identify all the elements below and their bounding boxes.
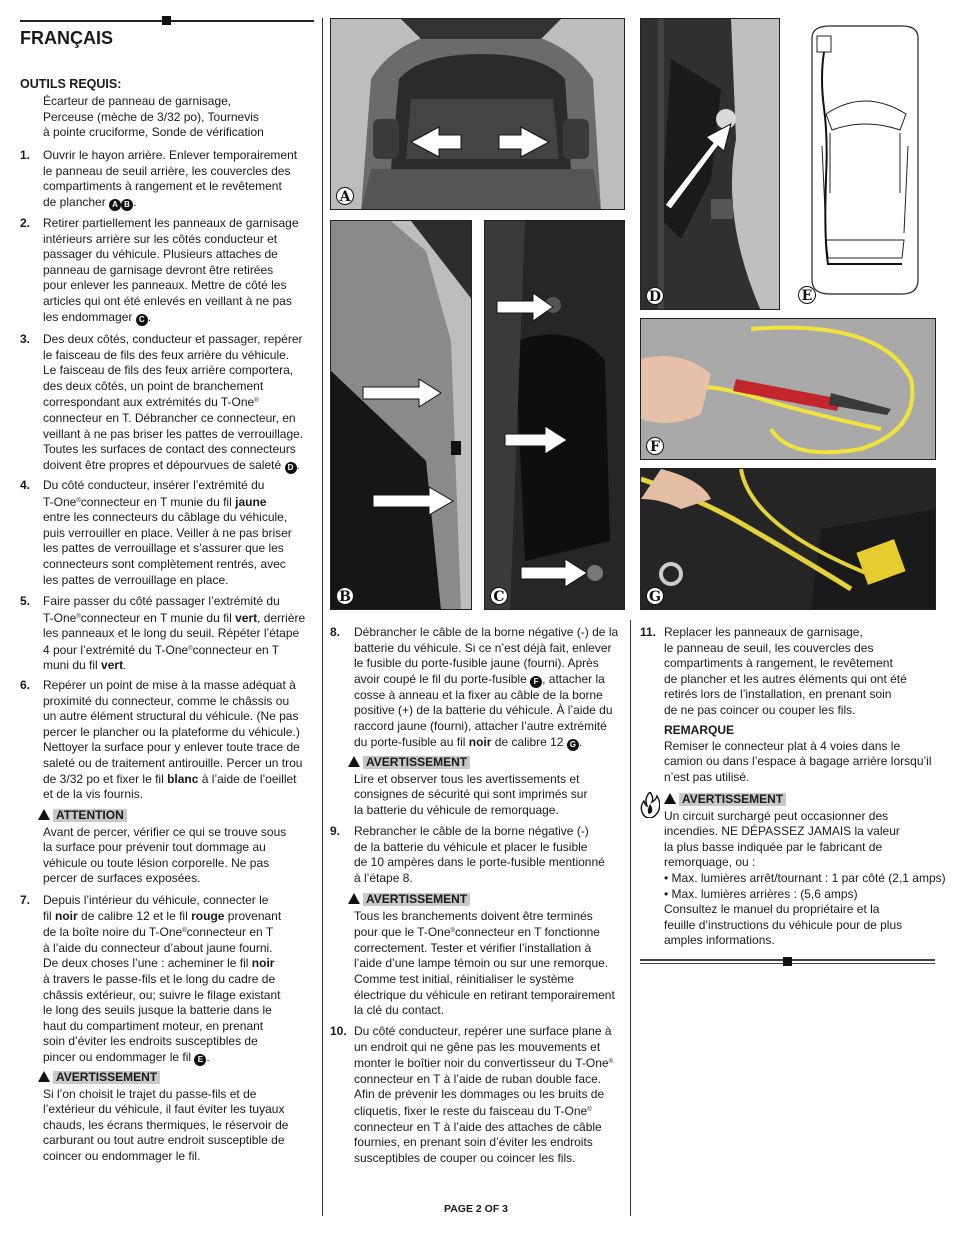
warning-triangle-icon (664, 793, 676, 804)
figure-e-label: E (798, 286, 816, 304)
step-line: connecteur en T. Débrancher ce connecteur, en (43, 410, 296, 425)
step-text: , derrière (257, 610, 306, 625)
step-text: provenant (227, 908, 282, 923)
step-text: à l’aide de l’oeillet (201, 771, 297, 786)
step-line: doivent être propres et dépourvues de saleté (43, 457, 282, 472)
step-text: , attacher la (542, 671, 605, 686)
step-7: 7. Depuis l’intérieur du véhicule, connecter le fil noir de calibre 12 et le fil rouge provenant de la boîte noire du T-One®connecteur en T à l’aide du connecteur d’about jaune fourni. De deux choses l’une : acheminer le fil noir à travers le passe-fils et le long du cadre de châssis extérieur, ou; suivre le filage existant le long des seuils jusque la batterie dans le haut du compartiment moteur, en prenant soin d’éviter les endroits susceptibles de pincer ou endommager le fil E . (20, 893, 320, 1066)
step-number: 7. (20, 893, 31, 907)
warning-notice-2 (348, 755, 628, 818)
step-text: de 3/32 po et fixer le fil (43, 771, 164, 786)
wire-color: rouge (191, 908, 225, 923)
step-line: fournies, en prenant soin d’éviter les endroits (354, 1135, 593, 1150)
step-line: Afin de prévenir les dommages ou les bruits de (354, 1087, 605, 1102)
page-number: PAGE 2 OF 3 (444, 1203, 508, 1215)
step-line: de 10 ampères dans le porte-fusible mentionné (354, 855, 605, 870)
step-line: le panneau de seuil, les couvercles des (664, 640, 874, 655)
notice-line: la surface pour prévenir tout dommage au (43, 840, 266, 855)
step-line: le long des seuils jusque la batterie dans le (43, 1003, 272, 1018)
attention-label: ATTENTION (53, 809, 127, 822)
step-text: avoir coupé le fil du porte-fusible (354, 671, 527, 686)
step-line: Du côté conducteur, insérer l’extrémité du (43, 478, 265, 492)
step-text: connecteur en T munie du fil (80, 494, 232, 509)
notice-line: consignes de sécurité qui sont imprimés sur (354, 787, 588, 802)
figure-f-photo (640, 318, 936, 460)
step-line: de ne pas coincer ou couper les fils. (664, 702, 856, 717)
notice-text: connecteur en T fonctionne (454, 925, 600, 940)
step-line: Nettoyer la surface pour y enlever toute trace de (43, 740, 300, 755)
step-line: Toutes les surfaces de contact des connecteurs (43, 442, 296, 457)
step-line: le panneau de seuil arrière, les couvercles des (43, 163, 291, 178)
figure-d-label: D (646, 287, 664, 305)
step-line: Faire passer du côté passager l’extrémité du (43, 594, 280, 608)
note-line: n’est pas utilisé. (664, 769, 750, 784)
step-line: connecteur en T à l’aide de ruban double face. (354, 1071, 602, 1086)
tools-line: Perceuse (mèche de 3/32 po), Tournevis (43, 109, 259, 124)
step-line: soin d’éviter les endroits susceptibles de (43, 1034, 258, 1049)
remarque-heading: REMARQUE (664, 723, 735, 737)
note-line: Remiser le connecteur plat à 4 voies dans le (664, 738, 901, 753)
notice-line: Tous les branchements doivent être terminés (354, 908, 593, 923)
notice-line: la batterie du véhicule de remorquage. (354, 802, 559, 817)
step-line: veillant à ne pas briser les pattes de verrouillage. (43, 426, 304, 441)
tools-list (43, 94, 264, 141)
registered-mark: ® (254, 398, 259, 405)
step-2: 2. Retirer partiellement les panneaux de garnisage intérieurs arrière sur les côtés conducteur et passager du véhicule. Plusieurs attaches de panneau de garnisage devront être retirées pour enlever les panneaux. Mettre de côté les articles qui ont été enlevés en veillant à ne pas les endommager C . (20, 216, 320, 326)
figure-d-photo (640, 18, 780, 310)
step-text: connecteur en T (192, 642, 280, 657)
step-line: Rebrancher le câble de la borne négative (-) (354, 824, 589, 838)
figure-c-label: C (490, 587, 508, 605)
warning-notice-4 (640, 792, 946, 949)
step-line: les panneaux et le long du seuil. Répéter l’étape (43, 626, 300, 641)
step-3: 3. Des deux côtés, conducteur et passager, repérer le faisceau de fils des feux arrière du véhicule. Le faisceau de fils des feux arrière comportera, des deux côtés, un point de branchement correspondant aux extrémités du T-One® connecteur en T. Débrancher ce connecteur, en veillant à ne pas briser les pattes de verrouillage. Toutes les surfaces de contact des connecteurs doivent être propres et dépourvues de saleté D . (20, 332, 320, 474)
step-text: . (123, 658, 127, 673)
wire-color: noir (251, 956, 275, 971)
figure-g-photo (640, 468, 936, 610)
step-line: les pattes de verrouillage en place. (43, 572, 229, 587)
step-line: le fusible du porte-fusible jaune (fourni). Après (354, 656, 599, 671)
notice-line: véhicule ou toute lésion corporelle. Ne pas (43, 855, 270, 870)
step-text: 4 pour l’extrémité du T-One (43, 642, 189, 657)
step-line: susceptibles de couper ou coincer les fils. (354, 1150, 576, 1165)
step-number: 10. (330, 1024, 347, 1038)
notice-line: la plus basse indiquée par le fabricant de (664, 839, 883, 854)
step-line: puis verrouiller en place. Veiller à ne pas briser (43, 525, 292, 540)
figure-b-label: B (336, 587, 354, 605)
step-9 (330, 824, 625, 886)
step-line: et de la vis fournis. (43, 787, 144, 802)
step-line: Depuis l’intérieur du véhicule, connecter le (43, 893, 269, 907)
step-text: monter le boîtier noir du convertisseur du T-One (354, 1056, 609, 1071)
notice-line: Comme test initial, réinitialiser le système (354, 971, 575, 986)
warning-triangle-icon (348, 893, 360, 904)
step-number: 1. (20, 148, 31, 162)
step-number: 5. (20, 594, 31, 608)
registered-mark: ® (587, 1106, 592, 1113)
step-line: saleté ou de traitement antirouille. Percer un trou (43, 755, 303, 770)
figure-g-label: G (646, 587, 664, 605)
notice-line: • Max. lumières arrières : (5,6 amps) (664, 886, 858, 901)
step-line: haut du compartiment moteur, en prenant (43, 1018, 264, 1033)
figure-ref-badge: G (567, 739, 579, 751)
step-line: à l’aide du connecteur d’about jaune fourni. (43, 940, 273, 955)
notice-line: chauds, les écrans thermiques, le réservoir de (43, 1117, 289, 1132)
wire-color: jaune (235, 494, 267, 509)
column-divider-right (630, 620, 631, 1216)
step-text: fil (43, 908, 52, 923)
warning-label: AVERTISSEMENT (53, 1071, 160, 1084)
step-text: de calibre 12 et le fil (81, 908, 188, 923)
figure-ref-badge: F (530, 676, 542, 688)
step-line: compartiments à rangement et le revêtement (43, 179, 282, 194)
step-number: 4. (20, 478, 31, 492)
notice-line: l’extérieur du véhicule, il faut éviter les tuyaux (43, 1102, 285, 1117)
tools-heading: OUTILS REQUIS: (20, 77, 122, 91)
step-text: muni du fil (43, 658, 98, 673)
wire-color: vert (235, 610, 258, 625)
step-line: un endroit qui ne gêne pas les mouvements et (354, 1039, 601, 1054)
notice-line: Avant de percer, vérifier ce qui se trouve sous (43, 824, 287, 839)
wire-color: blanc (167, 771, 199, 786)
notice-line: Si l’on choisit le trajet du passe-fils et de (43, 1086, 257, 1101)
notice-line: Consultez le manuel du propriétaire et la (664, 902, 880, 917)
registered-mark: ® (188, 645, 193, 652)
step-text: connecteur en T (186, 925, 274, 940)
passenger-side-trim-illustration (485, 221, 625, 610)
notice-line: électrique du véhicule en retirant temporairement (354, 987, 615, 1002)
step-line: à travers le passe-fils et le long du cadre de (43, 971, 276, 986)
step-8: 8. Débrancher le câble de la borne négative (-) de la batterie du véhicule. Si ce n’est déjà fait, enlever le fusible du porte-fusible jaune (fourni). Après avoir coupé le fil du porte-fusible F , attacher la cosse à anneau et la fixer au câble de la borne positive (+) de la batterie du véhicule. À l’aide du raccord jaune (fourni), attacher l’autre extrémité du porte-fusible au fil noir de calibre 12 G . (330, 625, 625, 751)
step-line: pour enlever les panneaux. Mettre de côté les (43, 278, 287, 293)
step-line: Débrancher le câble de la borne négative (-) de la (354, 625, 619, 639)
step-line: Le faisceau de fils des feux arrière comportera, (43, 363, 294, 378)
end-rule-marker (783, 957, 792, 966)
step-line: Replacer les panneaux de garnisage, (664, 625, 863, 639)
step-5 (20, 594, 320, 674)
step-line: de plancher et les autres éléments qui ont été (664, 671, 907, 686)
step-line: Ouvrir le hayon arrière. Enlever temporairement (43, 148, 298, 162)
figure-ref-badge: C (136, 314, 148, 326)
step-line: cosse à anneau et la fixer au câble de la borne (354, 687, 603, 702)
notice-line: correctement. Tester et vérifier l’installation à (354, 940, 592, 955)
attention-notice (38, 808, 318, 887)
warning-triangle-icon (38, 809, 50, 820)
step-line: de la batterie du véhicule et placer le fusible (354, 839, 588, 854)
remarque-note (664, 723, 949, 785)
step-line: Du côté conducteur, repérer une surface plane à (354, 1024, 612, 1038)
registered-mark: ® (76, 613, 81, 620)
warning-triangle-icon (38, 1071, 50, 1082)
vehicle-wiring-route-diagram (790, 18, 940, 310)
step-line: intérieurs arrière sur les côtés conducteur et (43, 231, 278, 246)
registered-mark: ® (76, 497, 81, 504)
step-line: Retirer partiellement les panneaux de garnisage (43, 216, 299, 230)
step-text: de calibre 12 (494, 734, 564, 749)
registered-mark: ® (450, 928, 455, 935)
warning-label: AVERTISSEMENT (363, 893, 470, 906)
tools-line: Écarteur de panneau de garnisage, (43, 94, 232, 108)
step-number: 8. (330, 625, 341, 639)
step-line: châssis extérieur, ou; suivre le filage existant (43, 987, 281, 1002)
figure-c-photo (484, 220, 625, 610)
step-line: le faisceau de fils des feux arrière du véhicule. (43, 347, 290, 362)
warning-triangle-icon (348, 756, 360, 767)
step-line: Repérer un point de mise à la masse adéquat à (43, 678, 296, 692)
warning-label: AVERTISSEMENT (679, 793, 786, 806)
step-number: 6. (20, 678, 31, 692)
notice-line: incendies. NE DÉPASSEZ JAMAIS la valeur (664, 824, 900, 839)
step-line: connecteur en T à l’aide des attaches de câble (354, 1119, 602, 1134)
step-text: pincer ou endommager le fil (43, 1049, 192, 1064)
step-number: 2. (20, 216, 31, 230)
notice-line: l’aide d’une lampe témoin ou sur une remorque. (354, 956, 609, 971)
step-line: passager du véhicule. Plusieurs attaches de (43, 247, 278, 262)
step-line: Des deux côtés, conducteur et passager, repérer (43, 332, 303, 346)
step-line: panneau de garnisage devront être retirées (43, 262, 274, 277)
step-text: De deux choses l’une : acheminer le fil (43, 956, 249, 971)
figure-a-label: A (336, 187, 354, 205)
notice-line: Lire et observer tous les avertissements et (354, 771, 580, 786)
notice-line: amples informations. (664, 933, 775, 948)
step-text: T-One (43, 494, 77, 509)
step-line: proximité du connecteur, comme le châssis ou (43, 693, 290, 708)
notice-line: coincer ou endommager le fil. (43, 1148, 201, 1163)
top-rule-marker (162, 16, 171, 25)
ring-terminal-illustration (641, 469, 936, 610)
registered-mark: ® (182, 928, 187, 935)
step-line: compartiments à rangement, le revêtement (664, 656, 893, 671)
figure-f-label: F (646, 437, 664, 455)
step-line: des deux côtés, un point de branchement (43, 378, 264, 393)
step-text: cliquetis, fixer le reste du faisceau du T-One (354, 1103, 588, 1118)
rear-hatch-illustration (331, 19, 625, 210)
figure-e-diagram (790, 18, 940, 310)
figure-ref-badge: D (285, 462, 297, 474)
step-number: 9. (330, 824, 341, 838)
notice-line: la clé du contact. (354, 1003, 445, 1018)
step-11 (640, 625, 940, 719)
notice-line: • Max. lumières arrêt/tournant : 1 par côté (2,1 amps) (664, 870, 946, 885)
figure-ref-badge: B (121, 199, 133, 211)
step-10 (330, 1024, 625, 1166)
step-line: de plancher (43, 194, 106, 209)
step-1: 1. Ouvrir le hayon arrière. Enlever temporairement le panneau de seuil arrière, les couvercles des compartiments à rangement et le revêtement de plancher A B . (20, 148, 320, 211)
step-line: les endommager (43, 309, 133, 324)
step-line: articles qui ont été enlevés en veillant à ne pas (43, 293, 292, 308)
step-line: correspondant aux extrémités du T-One (43, 395, 255, 410)
step-number: 3. (20, 332, 31, 346)
notice-line: Un circuit surchargé peut occasionner des (664, 808, 889, 823)
notice-line: percer de surfaces exposées. (43, 871, 201, 886)
tools-line: à pointe cruciforme, Sonde de vérification (43, 125, 264, 140)
warning-notice-1 (38, 1070, 318, 1165)
cutting-fuse-wire-illustration (641, 319, 936, 460)
notice-line: feuille d’instructions du véhicule pour de plus (664, 917, 903, 932)
step-text: du porte-fusible au fil (354, 734, 466, 749)
step-line: à l’étape 8. (354, 870, 413, 885)
figure-a-photo (330, 18, 625, 210)
driver-side-trim-illustration (331, 221, 472, 610)
step-line: connecteurs sont complètement rentrés, avec (43, 556, 286, 571)
figure-b-photo (330, 220, 472, 610)
step-text: T-One (43, 610, 77, 625)
notice-line: remorquage, ou : (664, 855, 756, 870)
step-line: positive (+) de la batterie du véhicule. À l’aide du (354, 703, 613, 718)
warning-label: AVERTISSEMENT (363, 756, 470, 769)
step-line: entre les connecteurs du câblage du véhicule, (43, 510, 288, 525)
figure-ref-badge: A (109, 199, 121, 211)
step-line: retirés lors de l’installation, en prenant soin (664, 687, 892, 702)
taillight-connector-illustration (641, 19, 780, 310)
step-line: les pattes de verrouillage et s’assurer que les (43, 541, 284, 556)
notice-text: pour que le T-One (354, 925, 451, 940)
step-line: raccord jaune (fourni), attacher l’autre extrémité (354, 718, 607, 733)
language-heading: FRANÇAIS (20, 28, 113, 48)
wire-color: noir (468, 734, 492, 749)
step-text: de la boîte noire du T-One (43, 925, 183, 940)
fire-warning-icon (640, 792, 660, 818)
step-line: un autre élément structural du véhicule. (Ne pas (43, 709, 299, 724)
wire-color: vert (101, 658, 124, 673)
step-line: percer le plancher ou la plateforme du véhicule.) (43, 724, 300, 739)
column-divider-left (322, 18, 323, 1216)
step-text: connecteur en T munie du fil (80, 610, 232, 625)
notice-line: carburant ou tout autre endroit susceptible de (43, 1133, 285, 1148)
step-line: batterie du véhicule. Si ce n’est déjà fait, enlever (354, 640, 612, 655)
registered-mark: ® (608, 1059, 613, 1066)
step-6 (20, 678, 320, 803)
step-number: 11. (640, 625, 657, 639)
wire-color: noir (55, 908, 78, 923)
warning-notice-3 (348, 892, 628, 1019)
figure-ref-badge: E (194, 1054, 206, 1066)
note-line: camion ou dans l’espace à bagage arrière lorsqu’il (664, 754, 932, 769)
step-4 (20, 478, 320, 588)
